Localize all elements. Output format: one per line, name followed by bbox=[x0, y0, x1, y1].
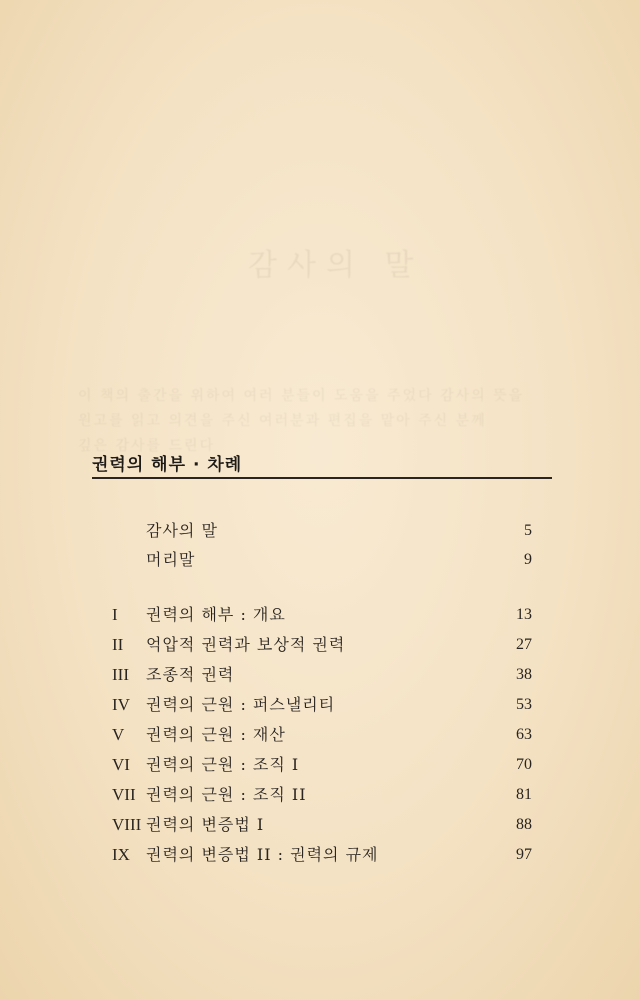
toc-entry-page: 81 bbox=[516, 786, 532, 803]
toc-entry-chapter-4[interactable] bbox=[92, 692, 532, 718]
toc-entry-page: 9 bbox=[524, 551, 532, 568]
chapter-numeral: VIII bbox=[112, 815, 142, 834]
toc-entry-page: 63 bbox=[516, 726, 532, 743]
toc-entry-title: 감사의 말 bbox=[146, 521, 218, 540]
toc-entry-page: 27 bbox=[516, 636, 532, 653]
toc-entry-title: 억압적 권력과 보상적 권력 bbox=[146, 635, 346, 654]
toc-entry-chapter-5[interactable] bbox=[92, 722, 532, 748]
header-rule bbox=[92, 477, 552, 479]
toc-entry-page: 13 bbox=[516, 606, 532, 623]
toc-entry-title: 권력의 근원 : 재산 bbox=[146, 725, 286, 744]
bleed-through-line: 원고를 읽고 의견을 주신 여러분과 편집을 맡아 주신 분께 bbox=[78, 413, 487, 429]
toc-entry-acknowledgements[interactable] bbox=[92, 518, 532, 544]
toc-entry-title: 권력의 변증법 I bbox=[146, 815, 265, 834]
toc-entry-title: 권력의 근원 : 퍼스낼리티 bbox=[146, 695, 336, 714]
toc-entry-title: 권력의 근원 : 조직 I bbox=[146, 755, 300, 774]
toc-entry-title: 권력의 해부 : 개요 bbox=[146, 605, 286, 624]
chapter-numeral: I bbox=[112, 605, 118, 624]
toc-entry-chapter-8[interactable] bbox=[92, 812, 532, 838]
toc-entry-chapter-2[interactable] bbox=[92, 632, 532, 658]
toc-entry-title: 조종적 권력 bbox=[146, 665, 235, 684]
toc-entry-title: 권력의 변증법 II : 권력의 규제 bbox=[146, 845, 379, 864]
toc-header: 권력의 해부 · 차례 bbox=[92, 455, 243, 475]
toc-entry-title: 권력의 근원 : 조직 II bbox=[146, 785, 307, 804]
chapter-numeral: IV bbox=[112, 695, 130, 714]
toc-entry-chapter-7[interactable] bbox=[92, 782, 532, 808]
toc-entry-page: 70 bbox=[516, 756, 532, 773]
toc-entry-page: 88 bbox=[516, 816, 532, 833]
bleed-through-title: 감사의 말 bbox=[248, 248, 424, 283]
toc-entry-chapter-1[interactable] bbox=[92, 602, 532, 628]
toc-entry-page: 5 bbox=[524, 522, 532, 539]
chapter-numeral: VI bbox=[112, 755, 130, 774]
chapter-numeral: II bbox=[112, 635, 124, 654]
toc-entry-chapter-9[interactable] bbox=[92, 842, 532, 868]
bleed-through-line: 깊은 감사를 드린다 bbox=[78, 438, 216, 454]
toc-entry-chapter-6[interactable] bbox=[92, 752, 532, 778]
toc-entry-preface[interactable] bbox=[92, 547, 532, 573]
bleed-through-line: 이 책의 출간을 위하여 여러 분들이 도움을 주었다 감사의 뜻을 bbox=[78, 388, 525, 404]
chapter-numeral: III bbox=[112, 665, 129, 684]
toc-entry-page: 97 bbox=[516, 846, 532, 863]
toc-entry-chapter-3[interactable] bbox=[92, 662, 532, 688]
toc-entry-title: 머리말 bbox=[146, 550, 196, 569]
chapter-numeral: IX bbox=[112, 845, 130, 864]
toc-entry-page: 53 bbox=[516, 696, 532, 713]
chapter-numeral: V bbox=[112, 725, 125, 744]
chapter-numeral: VII bbox=[112, 785, 136, 804]
toc-entry-page: 38 bbox=[516, 666, 532, 683]
